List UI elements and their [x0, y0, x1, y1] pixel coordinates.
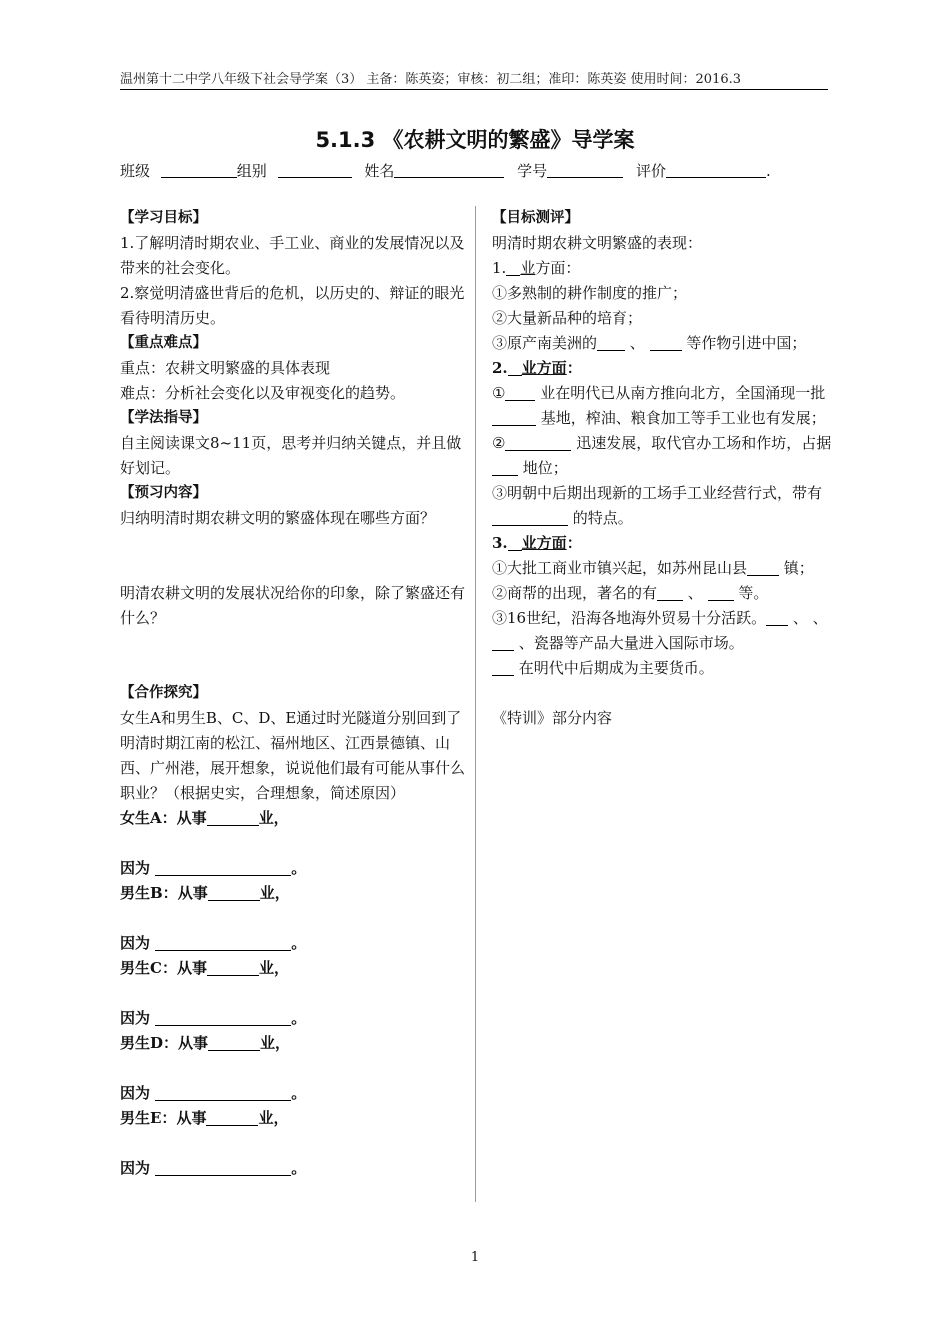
- reason-line: 因为 。: [120, 1084, 307, 1102]
- industry-blank[interactable]: [505, 383, 535, 401]
- section-heading-evaluation: 【目标测评】: [492, 210, 579, 226]
- answer-space[interactable]: [120, 556, 465, 581]
- feature-blank[interactable]: [492, 508, 568, 526]
- reason-blank[interactable]: [155, 1008, 291, 1026]
- fill-blank[interactable]: [508, 533, 522, 551]
- reason-blank[interactable]: [155, 1158, 291, 1176]
- merchant-group-blank-2[interactable]: [708, 583, 734, 601]
- special-training-note: 《特训》部分内容: [492, 709, 613, 727]
- name-label: 姓名: [364, 162, 395, 180]
- section-heading-goals: 【学习目标】: [120, 210, 207, 226]
- occupation-line: 男生B：从事 业，: [120, 884, 290, 902]
- preview-question-1: 归纳明清时期农耕文明的繁盛体现在哪些方面？: [120, 509, 436, 527]
- crop-blank-1[interactable]: [597, 333, 625, 351]
- answer-space[interactable]: [120, 531, 465, 556]
- fill-blank[interactable]: [508, 358, 522, 376]
- name-blank[interactable]: [394, 163, 504, 178]
- commerce-item-2: ②商帮的出现，著名的有 、 等。: [492, 584, 769, 602]
- occupation-blank[interactable]: [208, 1033, 260, 1051]
- town-blank[interactable]: [747, 558, 779, 576]
- reason-blank[interactable]: [155, 1083, 291, 1101]
- private-craft-blank[interactable]: [505, 433, 571, 451]
- fill-blank[interactable]: [506, 258, 520, 276]
- reason-line: 因为 。: [120, 934, 307, 952]
- student-info-line: [120, 160, 771, 181]
- base-blank[interactable]: [492, 408, 536, 426]
- occupation-blank[interactable]: [207, 958, 259, 976]
- page-title: 5.1.3 《农耕文明的繁盛》导学案: [315, 128, 635, 152]
- agriculture-item-3: ③原产南美洲的 、 等作物引进中国；: [492, 334, 807, 352]
- goal-1: 1.了解明清时期农业、手工业、商业的发展情况以及带来的社会变化。: [120, 234, 465, 277]
- section-heading-key-points: 【重点难点】: [120, 335, 207, 351]
- reason-blank[interactable]: [155, 933, 291, 951]
- reason-line: 因为 。: [120, 1009, 307, 1027]
- agriculture-item-2: ②大量新品种的培育；: [492, 309, 643, 327]
- occupation-blank[interactable]: [207, 808, 259, 826]
- commerce-item-1: ①大批工商业市镇兴起，如苏州昆山县 镇；: [492, 559, 814, 577]
- reason-blank[interactable]: [155, 858, 291, 876]
- handicraft-item-1: ① 业在明代已从南方推向北方，全国涌现一批 基地，榨油、粮食加工等手工业也有发展；: [492, 384, 826, 427]
- occupation-line: 男生D：从事 业，: [120, 1034, 291, 1052]
- answer-space[interactable]: [120, 631, 465, 656]
- occupation-line: 女生A：从事 业，: [120, 809, 289, 827]
- handicraft-item-3: ③明朝中后期出现新的工场手工业经营行式，带有 的特点。: [492, 484, 823, 527]
- answer-space[interactable]: [120, 656, 465, 681]
- cooperation-prompt: 女生A和男生B、C、D、E通过时光隧道分别回到了明清时期江南的松江、福州地区、江西景德镇、山西、广州港，展开想象，说说他们最有可能从事什么职业？（根据史实，合理想象，简述原因）: [120, 709, 466, 802]
- evaluation-intro: 明清时期农耕文明繁盛的表现：: [492, 234, 703, 252]
- class-blank[interactable]: [161, 163, 237, 178]
- info-end: .: [765, 162, 771, 180]
- eval-label: 评价: [635, 162, 666, 180]
- status-blank[interactable]: [492, 458, 518, 476]
- reason-line: 因为 。: [120, 859, 307, 877]
- section-heading-method: 【学法指导】: [120, 410, 207, 426]
- method-text: 自主阅读课文8~11页，思考并归纳关键点，并且做好划记。: [120, 434, 462, 477]
- difficult-point: 难点：分析社会变化以及审视变化的趋势。: [120, 384, 406, 402]
- preview-question-2: 明清农耕文明的发展状况给你的印象，除了繁盛还有什么？: [120, 584, 466, 627]
- column-divider: [475, 206, 476, 1202]
- key-point: 重点：农耕文明繁盛的具体表现: [120, 359, 331, 377]
- right-column: [492, 206, 842, 731]
- agriculture-item-1: ①多熟制的耕作制度的推广；: [492, 284, 688, 302]
- crop-blank-2[interactable]: [650, 333, 682, 351]
- eval-blank[interactable]: [666, 163, 766, 178]
- class-label: 班级: [120, 162, 151, 180]
- agriculture-heading: 1. 业方面：: [492, 259, 581, 277]
- commerce-item-3: ③16世纪，沿海各地海外贸易十分活跃。 、 、 、瓷器等产品大量进入国际市场。: [492, 609, 828, 652]
- group-label: 组别: [236, 162, 267, 180]
- goal-2: 2.察觉明清盛世背后的危机，以历史的、辩证的眼光看待明清历史。: [120, 284, 465, 327]
- product-blank-2[interactable]: [492, 633, 514, 651]
- commerce-heading: 3. 业方面：: [492, 534, 582, 552]
- occupation-blank[interactable]: [208, 883, 260, 901]
- occupation-line: 男生C：从事 业，: [120, 959, 289, 977]
- occupation-line: 男生E：从事 业，: [120, 1109, 289, 1127]
- section-heading-preview: 【预习内容】: [120, 485, 207, 501]
- occupation-blank[interactable]: [206, 1108, 258, 1126]
- currency-blank[interactable]: [492, 658, 514, 676]
- page-header: 温州第十二中学八年级下社会导学案（3） 主备：陈英姿；审核：初二组；准印：陈英姿 使用时间：2016.3: [120, 68, 828, 90]
- product-blank-1[interactable]: [766, 608, 788, 626]
- occupation-list: [120, 806, 465, 1181]
- group-blank[interactable]: [278, 163, 352, 178]
- handicraft-item-2: ② 迅速发展，取代官办工场和作坊，占据 地位；: [492, 434, 832, 477]
- number-label: 学号: [517, 162, 548, 180]
- number-blank[interactable]: [547, 163, 623, 178]
- reason-line: 因为 。: [120, 1159, 307, 1177]
- left-column: [120, 206, 465, 1181]
- commerce-item-4: 在明代中后期成为主要货币。: [492, 656, 842, 681]
- merchant-group-blank-1[interactable]: [657, 583, 683, 601]
- section-heading-cooperation: 【合作探究】: [120, 685, 207, 701]
- page-number: 1: [470, 1250, 480, 1265]
- handicraft-heading: 2. 业方面：: [492, 359, 582, 377]
